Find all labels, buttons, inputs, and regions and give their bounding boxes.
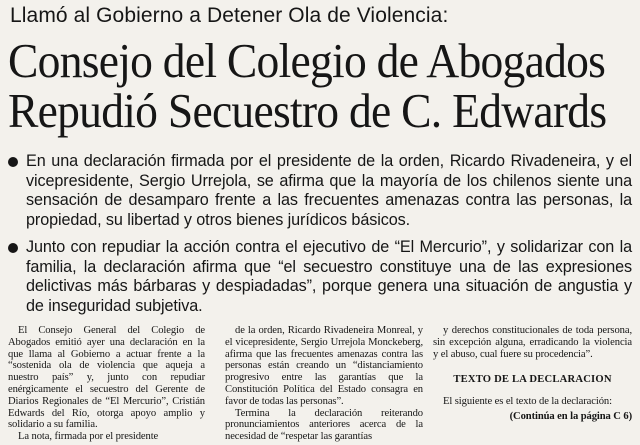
- body-column-1: [8, 325, 205, 443]
- bullet-dot-icon: [8, 243, 18, 253]
- body-paragraph: y derechos constitucionales de toda persona, sin excepción alguna, erradicando la violencia y el abuso, cual fuere su procedencia”.: [433, 325, 632, 360]
- bullet-text: Junto con repudiar la acción contra el ejecutivo de “El Mercurio”, y solidarizar con la familia, la declaración afirma que “el secuestro constituye una de las expresiones delictivas más bárbaras y despiadadas”, porque genera una situación de angustia y de inseguridad subjetiva.: [26, 238, 632, 315]
- summary-bullets: [8, 152, 632, 316]
- headline-line-1: Consejo del Colegio de Abogados: [8, 33, 606, 88]
- body-paragraph: Termina la declaración reiterando pronunciamientos anteriores acerca de la necesidad de “respetar las garantías: [225, 407, 423, 443]
- headline-line-2: Repudió Secuestro de C. Edwards: [8, 83, 607, 138]
- bullet-dot-icon: [8, 157, 18, 167]
- body-paragraph: de la orden, Ricardo Rivadeneira Monreal, y el vicepresidente, Sergio Urrejola Monckeberg, afirma que las frecuentes amenazas contra las personas están creando un “distanciamiento progresivo entre las garantías que la Constitución Política del Estado consagra en favor de todas las personas”.: [225, 325, 423, 407]
- section-subhead: TEXTO DE LA DECLARACION: [453, 374, 612, 386]
- bullet-text: En una declaración firmada por el presidente de la orden, Ricardo Rivadeneira, y el vicepresidente, Sergio Urrejola, se afirma que la mayoría de los chilenos siente una sensación de desamparo frente a las frecuentes amenazas contra las personas, la propiedad, su libertad y otros bienes jurídicos básicos.: [26, 152, 632, 229]
- body-column-2: [225, 325, 423, 443]
- body-paragraph: El siguiente es el texto de la declaración:: [443, 396, 612, 408]
- body-column-3: [433, 325, 632, 423]
- summary-bullet: [8, 152, 632, 230]
- continued-note: (Continúa en la página C 6): [509, 410, 632, 422]
- body-paragraph: La nota, firmada por el presidente: [18, 431, 159, 443]
- summary-bullet: [8, 238, 632, 316]
- kicker-headline: Llamó al Gobierno a Detener Ola de Violencia:: [10, 4, 449, 27]
- body-paragraph: El Consejo General del Colegio de Abogados emitió ayer una declaración en la que llama al Gobierno a actuar frente a la “sostenida ola de violencia que aqueja a nuestro país” y, junto con repudiar enérgicamente el secuestro del Gerente de Diarios Regionales de “El Mercurio”, Cristián Edwards del Río, otorga apoyo amplio y solidario a su familia.: [8, 325, 205, 431]
- main-headline: [8, 33, 607, 138]
- article-body: [8, 325, 632, 445]
